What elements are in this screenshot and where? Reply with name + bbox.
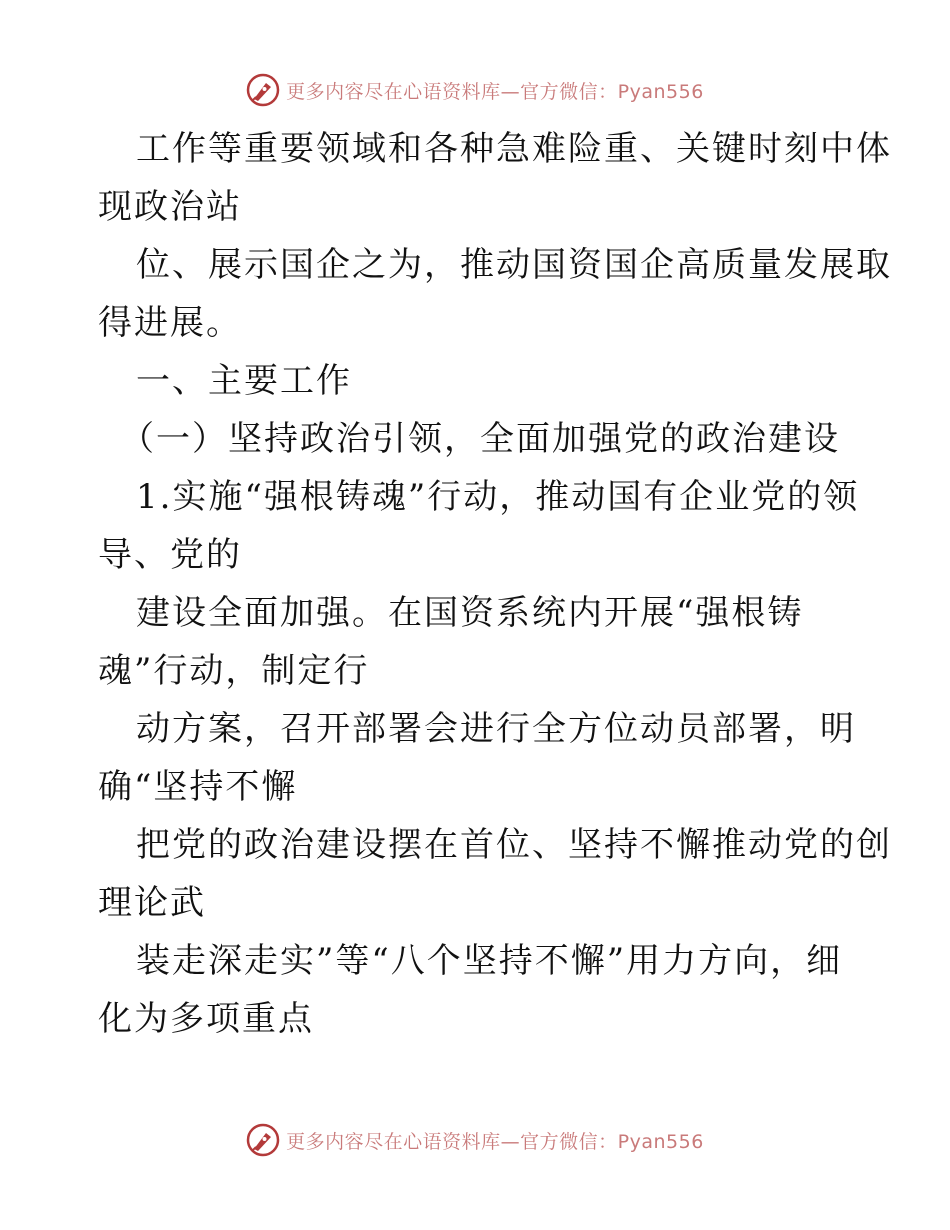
- paragraph-line: 工作等重要领域和各种急难险重、关键时刻中体: [136, 129, 892, 169]
- paragraph-line: 一、主要工作: [136, 361, 352, 401]
- banner-text: [286, 77, 704, 104]
- banner-title: 更多内容尽在心语资料库: [286, 80, 501, 103]
- paragraph-line: 位、展示国企之为，推动国资国企高质量发展取: [136, 245, 892, 285]
- paragraph-line: 现政治站: [98, 187, 242, 227]
- banner-separator: —: [500, 80, 521, 103]
- paragraph-line: 化为多项重点: [98, 999, 314, 1039]
- paragraph-line: 动方案，召开部署会进行全方位动员部署，明: [136, 709, 856, 749]
- banner-wechat: 官方微信：Pyan556: [520, 1130, 704, 1153]
- header-banner: [0, 70, 950, 110]
- document-body: [98, 120, 892, 1048]
- paragraph-line: 把党的政治建设摆在首位、坚持不懈推动党的创: [136, 825, 892, 865]
- paragraph-line: 得进展。: [98, 303, 242, 343]
- footer-banner: [0, 1120, 950, 1160]
- paragraph-line: 理论武: [98, 883, 206, 923]
- banner-title: 更多内容尽在心语资料库: [286, 1130, 501, 1153]
- banner-separator: —: [500, 1130, 521, 1153]
- banner-wechat: 官方微信：Pyan556: [520, 80, 704, 103]
- pen-nib-logo-icon: [246, 1123, 280, 1157]
- paragraph-line: 建设全面加强。在国资系统内开展“强根铸: [136, 593, 804, 633]
- paragraph-line: 装走深走实”等“八个坚持不懈”用力方向，细: [136, 941, 843, 981]
- paragraph-line: 1.实施“强根铸魂”行动，推动国有企业党的领: [136, 477, 860, 517]
- paragraph-line: 导、党的: [98, 535, 242, 575]
- banner-text: [286, 1127, 704, 1154]
- paragraph-line: （一）坚持政治引领，全面加强党的政治建设: [120, 419, 840, 459]
- paragraph-line: 魂”行动，制定行: [98, 651, 370, 691]
- paragraph-line: 确“坚持不懈: [98, 767, 298, 807]
- pen-nib-logo-icon: [246, 73, 280, 107]
